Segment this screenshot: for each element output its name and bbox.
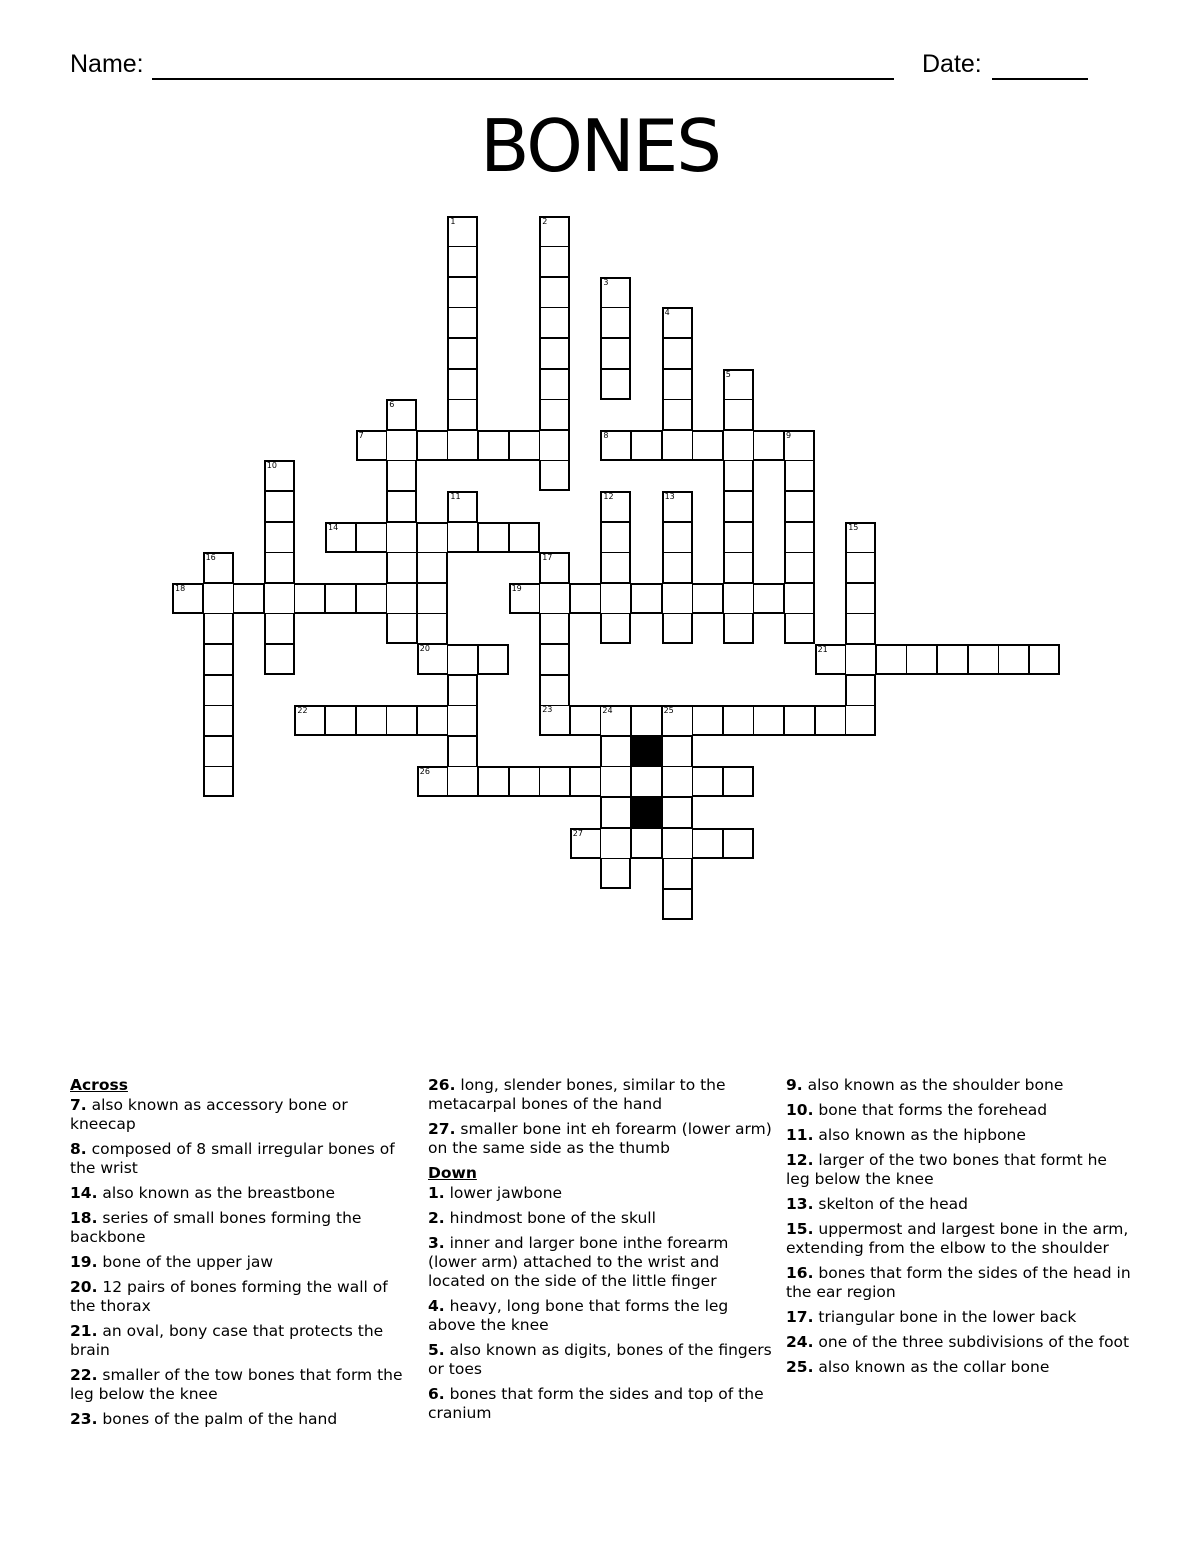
grid-cell[interactable] [692,828,723,859]
clue-item-number: 1. [428,1184,445,1202]
grid-cell[interactable] [447,675,478,706]
grid-cell[interactable] [509,522,540,553]
grid-cell[interactable] [723,766,754,797]
clues-heading: Across [70,1076,128,1094]
grid-cell[interactable] [447,705,478,736]
clue-item-number: 11. [786,1126,814,1144]
grid-cell[interactable] [600,766,631,797]
clue-number: 14 [328,522,339,532]
grid-cell[interactable] [692,583,723,614]
grid-cell[interactable] [203,675,234,706]
grid-cell[interactable] [539,430,570,461]
grid-cell[interactable] [386,522,417,553]
grid-cell[interactable] [631,766,662,797]
grid-cell[interactable] [662,338,693,369]
clue-item-text: also known as the shoulder bone [802,1076,1064,1094]
grid-cell[interactable] [815,644,846,675]
grid-cell[interactable] [723,430,754,461]
clue-number: 20 [419,644,430,653]
grid-cell[interactable] [753,705,784,736]
grid-cell[interactable] [539,369,570,400]
grid-cell[interactable] [447,736,478,767]
grid-cell[interactable] [968,644,999,675]
grid-cell[interactable] [447,644,478,675]
grid-cell[interactable] [264,644,295,675]
grid-cell[interactable] [509,430,540,461]
clue-item-text: bone that forms the forehead [813,1101,1048,1119]
grid-cell[interactable] [386,460,417,491]
grid-cell[interactable] [478,644,509,675]
grid-cell[interactable] [447,430,478,461]
clue-item-number: 2. [428,1209,445,1227]
grid-cell[interactable] [539,307,570,338]
grid-cell[interactable] [845,613,876,644]
clue-item [428,1385,773,1423]
grid-cell[interactable] [294,583,325,614]
grid-cell[interactable] [600,705,631,736]
clue-item-text: hindmost bone of the skull [444,1209,656,1227]
clue-number: 19 [511,583,522,593]
grid-cell[interactable] [845,552,876,583]
grid-cell[interactable] [723,828,754,859]
clue-item [70,1096,415,1134]
clue-item-number: 3. [428,1234,445,1252]
grid-cell[interactable] [264,522,295,553]
clue-item-text: smaller bone int eh forearm (lower arm) on the same side as the thumb [428,1120,772,1157]
grid-cell[interactable] [417,613,448,644]
grid-cell[interactable] [539,216,570,247]
grid-cell[interactable] [723,369,754,400]
clue-number: 16 [205,553,216,563]
grid-cell[interactable] [356,705,387,736]
clue-item-number: 26. [428,1076,456,1094]
grid-cell[interactable] [356,430,387,461]
grid-cell[interactable] [692,766,723,797]
grid-cell[interactable] [845,644,876,675]
clue-item-number: 13. [786,1195,814,1213]
clue-number: 24 [602,706,613,716]
clue-number: 15 [848,522,859,532]
grid-cell[interactable] [570,705,601,736]
clue-item [786,1195,1131,1214]
grid-cell[interactable] [478,430,509,461]
clue-item [428,1234,773,1291]
grid-cell[interactable] [784,460,815,491]
grid-cell[interactable] [662,307,693,338]
grid-cell[interactable] [203,705,234,736]
clue-item-text: heavy, long bone that forms the leg above the knee [428,1297,729,1334]
grid-cell[interactable] [539,675,570,706]
clue-number: 11 [450,492,461,501]
clue-item-number: 7. [70,1096,87,1114]
grid-cell[interactable] [570,583,601,614]
clue-item-number: 17. [786,1308,814,1326]
grid-cell[interactable] [539,613,570,644]
name-label: Name: [70,50,144,78]
grid-cell[interactable] [600,277,631,308]
grid-cell[interactable] [539,338,570,369]
clue-item-number: 10. [786,1101,814,1119]
clue-item [428,1341,773,1379]
clue-number: 18 [175,583,186,593]
grid-cell[interactable] [723,491,754,522]
clue-item-number: 21. [70,1322,98,1340]
clue-item-number: 8. [70,1140,87,1158]
grid-cell[interactable] [662,583,693,614]
grid-cell[interactable] [784,522,815,553]
clue-item [786,1308,1131,1327]
grid-cell[interactable] [723,613,754,644]
clue-number: 4 [664,308,670,318]
grid-cell[interactable] [478,522,509,553]
grid-cell[interactable] [600,583,631,614]
grid-cell[interactable] [723,522,754,553]
clue-item [428,1120,773,1158]
clue-item-text: long, slender bones, similar to the metacarpal bones of the hand [428,1076,726,1113]
clue-item-number: 14. [70,1184,98,1202]
grid-cell[interactable] [447,491,478,522]
grid-cell[interactable] [417,766,448,797]
clue-number: 8 [603,430,609,440]
grid-cell[interactable] [264,583,295,614]
grid-cell[interactable] [294,705,325,736]
grid-cell[interactable] [509,766,540,797]
grid-cell[interactable] [417,583,448,614]
grid-cell[interactable] [539,705,570,736]
clue-item-text: bone of the upper jaw [97,1253,274,1271]
grid-cell[interactable] [447,522,478,553]
grid-cell[interactable] [631,430,662,461]
clue-item-text: larger of the two bones that formt he leg below the knee [786,1151,1107,1188]
clue-item-number: 5. [428,1341,445,1359]
clue-item-text: also known as digits, bones of the fingers or toes [428,1341,772,1378]
clue-number: 1 [450,216,456,226]
grid-cell[interactable] [233,583,264,614]
grid-cell[interactable] [662,736,693,767]
grid-cell[interactable] [600,430,631,461]
clue-item-number: 4. [428,1297,445,1315]
clue-item-text: an oval, bony case that protects the brain [70,1322,384,1359]
clue-item-number: 12. [786,1151,814,1169]
clue-item-number: 15. [786,1220,814,1238]
grid-cell[interactable] [264,552,295,583]
grid-cell[interactable] [600,522,631,553]
clue-number: 12 [603,492,614,501]
clue-item-text: smaller of the tow bones that form the leg below the knee [70,1366,403,1403]
clue-item-text: bones that form the sides of the head in the ear region [786,1264,1131,1301]
clue-item-text: series of small bones forming the backbone [70,1209,362,1246]
clue-item [786,1333,1131,1352]
clue-item-text: bones of the palm of the hand [97,1410,338,1428]
clue-number: 21 [817,645,828,654]
grid-cell[interactable] [447,246,478,277]
clue-item-text: uppermost and largest bone in the arm, extending from the elbow to the shoulder [786,1220,1129,1257]
grid-cell[interactable] [447,766,478,797]
grid-cell[interactable] [203,766,234,797]
grid-cell[interactable] [203,552,234,583]
date-label: Date: [922,50,982,78]
clues-column-2 [428,1076,773,1429]
grid-cell[interactable] [570,828,601,859]
clue-number: 9 [786,430,792,440]
grid-cell[interactable] [600,613,631,644]
clue-number: 13 [664,492,675,501]
grid-cell[interactable] [876,644,907,675]
clue-item-number: 27. [428,1120,456,1138]
grid-cell[interactable] [600,338,631,369]
clue-item-number: 19. [70,1253,98,1271]
grid-cell[interactable] [417,430,448,461]
grid-cell[interactable] [325,522,356,553]
grid-cell[interactable] [539,552,570,583]
clue-item [786,1220,1131,1258]
grid-cell[interactable] [600,736,631,767]
clue-number: 2 [542,216,548,226]
clue-item-text: one of the three subdivisions of the foot [813,1333,1130,1351]
clue-item [428,1209,773,1228]
grid-cell[interactable] [386,430,417,461]
clue-item [70,1366,415,1404]
grid-cell[interactable] [539,399,570,430]
grid-cell[interactable] [662,766,693,797]
clues-column-3 [786,1076,1131,1383]
clue-item-text: 12 pairs of bones forming the wall of the thorax [70,1278,388,1315]
grid-cell[interactable] [723,583,754,614]
grid-cell[interactable] [539,644,570,675]
grid-cell[interactable] [447,277,478,308]
grid-cell[interactable] [539,460,570,491]
clue-item-number: 18. [70,1209,98,1227]
grid-cell[interactable] [539,766,570,797]
clue-item-text: skelton of the head [813,1195,968,1213]
grid-cell[interactable] [692,705,723,736]
grid-cell[interactable] [539,246,570,277]
clue-number: 23 [542,705,553,715]
clue-item [428,1184,773,1203]
grid-cell[interactable] [937,644,968,675]
grid-cell[interactable] [662,369,693,400]
clue-item-number: 23. [70,1410,98,1428]
grid-cell[interactable] [662,797,693,828]
grid-cell[interactable] [600,858,631,889]
clue-item [70,1278,415,1316]
grid-cell[interactable] [662,828,693,859]
grid-cell[interactable] [386,583,417,614]
grid-cell[interactable] [723,705,754,736]
grid-cell[interactable] [417,552,448,583]
clue-number: 10 [266,461,277,471]
grid-cell[interactable] [662,399,693,430]
grid-cell[interactable] [539,277,570,308]
grid-cell[interactable] [631,705,662,736]
grid-cell[interactable] [784,613,815,644]
grid-cell[interactable] [784,491,815,522]
grid-cell[interactable] [478,766,509,797]
grid-cell[interactable] [845,675,876,706]
grid-cell[interactable] [417,705,448,736]
clue-number: 22 [297,706,308,716]
grid-cell[interactable] [600,491,631,522]
grid-cell[interactable] [600,307,631,338]
grid-cell[interactable] [631,828,662,859]
clue-item-text: lower jawbone [444,1184,563,1202]
clue-item [786,1126,1131,1145]
grid-cell[interactable] [723,399,754,430]
clue-item [70,1410,415,1429]
grid-cell[interactable] [264,460,295,491]
clue-item-number: 25. [786,1358,814,1376]
grid-cell[interactable] [631,583,662,614]
page-title: BONES [480,104,720,188]
clue-number: 27 [572,828,583,838]
clues-column-1 [70,1076,415,1435]
grid-cell[interactable] [356,522,387,553]
grid-cell[interactable] [600,797,631,828]
grid-cell[interactable] [417,644,448,675]
clue-item [70,1140,415,1178]
grid-cell[interactable] [417,522,448,553]
grid-cell[interactable] [386,552,417,583]
clue-number: 7 [358,430,364,440]
clue-item-text: inner and larger bone inthe forearm (lower arm) attached to the wrist and located on the side of the little finger [428,1234,729,1290]
grid-cell[interactable] [203,583,234,614]
grid-cell[interactable] [386,491,417,522]
grid-cell[interactable] [662,552,693,583]
grid-cell[interactable] [356,583,387,614]
grid-cell[interactable] [845,583,876,614]
grid-cell[interactable] [662,858,693,889]
grid-cell[interactable] [386,705,417,736]
clue-item-text: bones that form the sides and top of the cranium [428,1385,764,1422]
clue-number: 26 [419,767,430,777]
clue-item [786,1358,1131,1377]
grid-cell[interactable] [447,307,478,338]
grid-cell[interactable] [845,522,876,553]
clue-item [786,1264,1131,1302]
grid-cell[interactable] [662,522,693,553]
clue-item-number: 16. [786,1264,814,1282]
grid-cell[interactable] [906,644,937,675]
grid-cell[interactable] [662,491,693,522]
grid-cell[interactable] [723,552,754,583]
grid-cell[interactable] [600,369,631,400]
clue-item [70,1184,415,1203]
grid-cell[interactable] [386,613,417,644]
clue-item-number: 24. [786,1333,814,1351]
clue-item [428,1076,773,1114]
grid-cell[interactable] [203,736,234,767]
grid-cell[interactable] [998,644,1029,675]
grid-cell[interactable] [447,338,478,369]
clue-item [70,1209,415,1247]
grid-cell[interactable] [325,583,356,614]
grid-cell[interactable] [264,491,295,522]
clue-item [70,1322,415,1360]
clue-item [786,1076,1131,1095]
clue-number: 17 [542,553,553,563]
clue-number: 6 [389,400,395,410]
grid-block [631,736,662,767]
grid-cell[interactable] [447,216,478,247]
grid-cell[interactable] [600,552,631,583]
grid-cell[interactable] [570,766,601,797]
clue-item [786,1151,1131,1189]
clue-item [428,1297,773,1335]
grid-cell[interactable] [539,583,570,614]
grid-cell[interactable] [447,369,478,400]
clue-item-number: 9. [786,1076,803,1094]
grid-cell[interactable] [662,430,693,461]
grid-cell[interactable] [172,583,203,614]
grid-cell[interactable] [784,705,815,736]
clue-item-text: also known as the breastbone [97,1184,336,1202]
clue-number: 25 [663,706,674,716]
grid-cell[interactable] [845,705,876,736]
grid-cell[interactable] [692,430,723,461]
grid-cell[interactable] [203,613,234,644]
clue-number: 5 [725,369,731,379]
grid-cell[interactable] [264,613,295,644]
clue-item-text: triangular bone in the lower back [813,1308,1077,1326]
grid-block [631,797,662,828]
grid-cell[interactable] [662,613,693,644]
grid-cell[interactable] [1029,644,1060,675]
grid-cell[interactable] [784,430,815,461]
grid-cell[interactable] [815,705,846,736]
grid-cell[interactable] [753,430,784,461]
clue-item-text: also known as the hipbone [813,1126,1026,1144]
grid-cell[interactable] [723,460,754,491]
clue-item-number: 6. [428,1385,445,1403]
grid-cell[interactable] [662,705,693,736]
grid-cell[interactable] [447,399,478,430]
grid-cell[interactable] [509,583,540,614]
clues-heading: Down [428,1164,477,1182]
grid-cell[interactable] [662,889,693,920]
grid-cell[interactable] [784,552,815,583]
clue-item-text: also known as accessory bone or kneecap [70,1096,348,1133]
grid-cell[interactable] [753,583,784,614]
grid-cell[interactable] [784,583,815,614]
clue-item-text: also known as the collar bone [813,1358,1050,1376]
grid-cell[interactable] [203,644,234,675]
clue-item [70,1253,415,1272]
clue-item [786,1101,1131,1120]
clue-item-text: composed of 8 small irregular bones of the wrist [70,1140,395,1177]
grid-cell[interactable] [325,705,356,736]
grid-cell[interactable] [600,828,631,859]
grid-cell[interactable] [386,399,417,430]
clue-item-number: 20. [70,1278,98,1296]
clue-item-number: 22. [70,1366,98,1384]
clue-number: 3 [603,277,609,287]
